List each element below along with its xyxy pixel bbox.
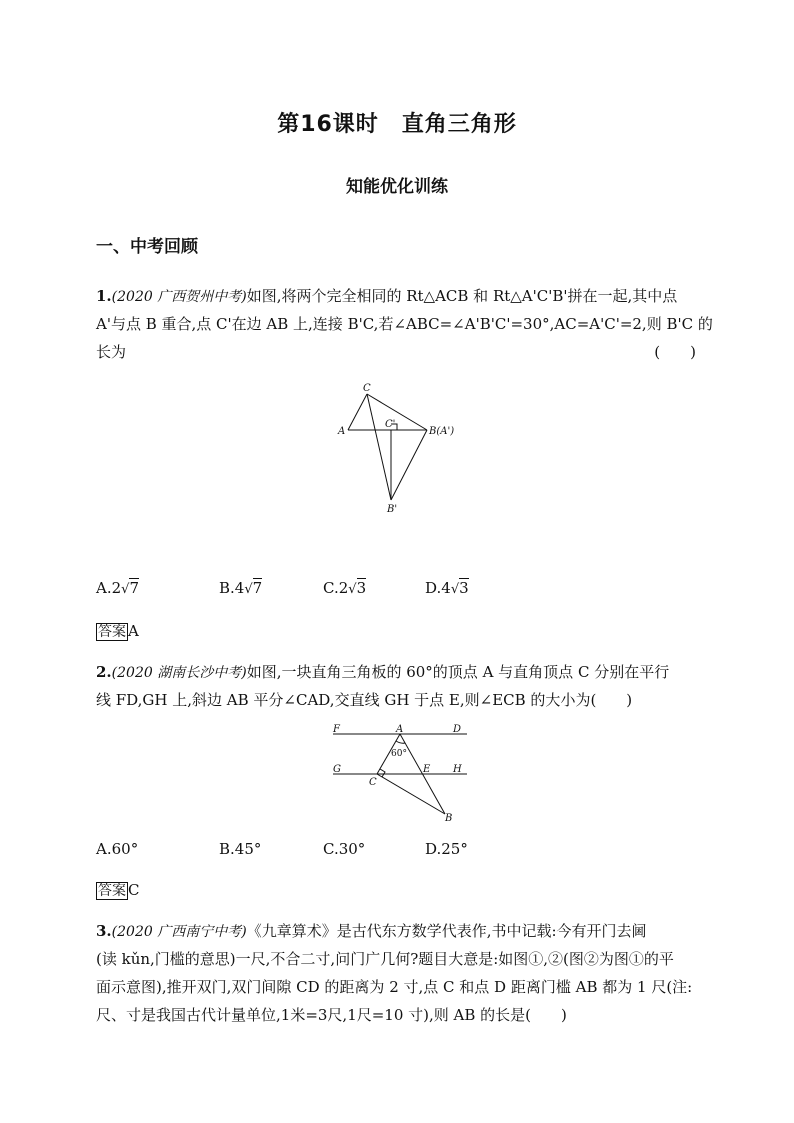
q3-source: (2020 广西南宁中考) — [111, 924, 247, 940]
q2-label-c: C — [369, 777, 377, 788]
q1-number: 1. — [96, 287, 112, 305]
q2-label-a: A — [396, 724, 404, 735]
q1-label-a: A — [338, 426, 346, 437]
q2-label-e: E — [423, 764, 431, 775]
section-heading: 一、中考回顾 — [96, 237, 198, 257]
q1-answer — [96, 621, 139, 641]
q3-line1 — [96, 920, 647, 941]
q3-line4: 尺、寸是我国古代计量单位,1米=3尺,1尺=10 寸),则 AB 的长是( ) — [96, 1006, 567, 1024]
q2-label-angle: 60° — [391, 749, 407, 759]
q2-label-g: G — [333, 764, 341, 775]
q2-number: 2. — [96, 663, 112, 681]
q1-label-c: C — [363, 383, 371, 394]
q1-answer-blank: ( ) — [654, 343, 696, 361]
q1-option-d[interactable]: D.4√3 — [425, 579, 469, 597]
q1-label-cp: C' — [385, 419, 396, 430]
q1-line2: A'与点 B 重合,点 C'在边 AB 上,连接 B'C,若∠ABC=∠A'B'C'=30°,AC=A'C'=2,则 B'C 的 — [96, 315, 713, 333]
q2-answer — [96, 880, 139, 900]
q2-answer-value: C — [128, 881, 140, 899]
q2-source: (2020 湖南长沙中考) — [111, 665, 247, 681]
q2-label-h: H — [453, 764, 462, 775]
q2-line1 — [96, 661, 669, 682]
q1-label-b: B(A') — [429, 426, 455, 437]
q2-option-a[interactable]: A.60° — [96, 840, 139, 858]
q2-edge-cb — [377, 774, 445, 814]
q3-line2: (读 kǔn,门槛的意思)一尺,不合二寸,问门广几何?题目大意是:如图①,②(图②为图①的平 — [96, 950, 674, 968]
q1-edge-cbp — [367, 394, 391, 500]
q2-option-b[interactable]: B.45° — [219, 840, 262, 858]
q1-answer-value: A — [128, 622, 139, 640]
q1-figure — [320, 378, 470, 518]
q1-edge-bbp — [391, 430, 427, 500]
q2-label-f: F — [333, 724, 340, 735]
page-title: 第16课时 直角三角形 — [277, 112, 517, 137]
q1-option-a[interactable]: A.2√7 — [96, 579, 139, 597]
q1-answer-label: 答案 — [98, 624, 126, 640]
q2-text-1: 如图,一块直角三角板的 60°的顶点 A 与直角顶点 C 分别在平行 — [246, 663, 670, 681]
q2-label-d: D — [453, 724, 462, 735]
q2-option-d[interactable]: D.25° — [425, 840, 468, 858]
q1-edge-ac — [348, 394, 367, 430]
q3-line3: 面示意图),推开双门,双门间隙 CD 的距离为 2 寸,点 C 和点 D 距离门槛 AB 都为 1 尺(注: — [96, 978, 693, 996]
q1-line1 — [96, 285, 677, 306]
q3-text-1: 《九章算术》是古代东方数学代表作,书中记载:今有开门去阃 — [246, 922, 647, 940]
q3-number: 3. — [96, 922, 112, 940]
q1-option-c[interactable]: C.2√3 — [323, 579, 367, 597]
q2-line2: 线 FD,GH 上,斜边 AB 平分∠CAD,交直线 GH 于点 E,则∠ECB 的大小为( ) — [96, 691, 633, 709]
q1-text-1: 如图,将两个完全相同的 Rt△ACB 和 Rt△A'C'B'拼在一起,其中点 — [246, 287, 678, 305]
page-subtitle: 知能优化训练 — [346, 177, 448, 197]
q2-label-b: B — [445, 813, 453, 824]
q1-source: (2020 广西贺州中考) — [111, 289, 247, 305]
q2-figure — [325, 722, 475, 827]
q1-line3: 长为 — [96, 343, 127, 361]
q1-option-b[interactable]: B.4√7 — [219, 579, 263, 597]
q2-option-c[interactable]: C.30° — [323, 840, 366, 858]
q2-answer-label: 答案 — [98, 883, 126, 899]
q1-label-bp: B' — [387, 504, 398, 515]
